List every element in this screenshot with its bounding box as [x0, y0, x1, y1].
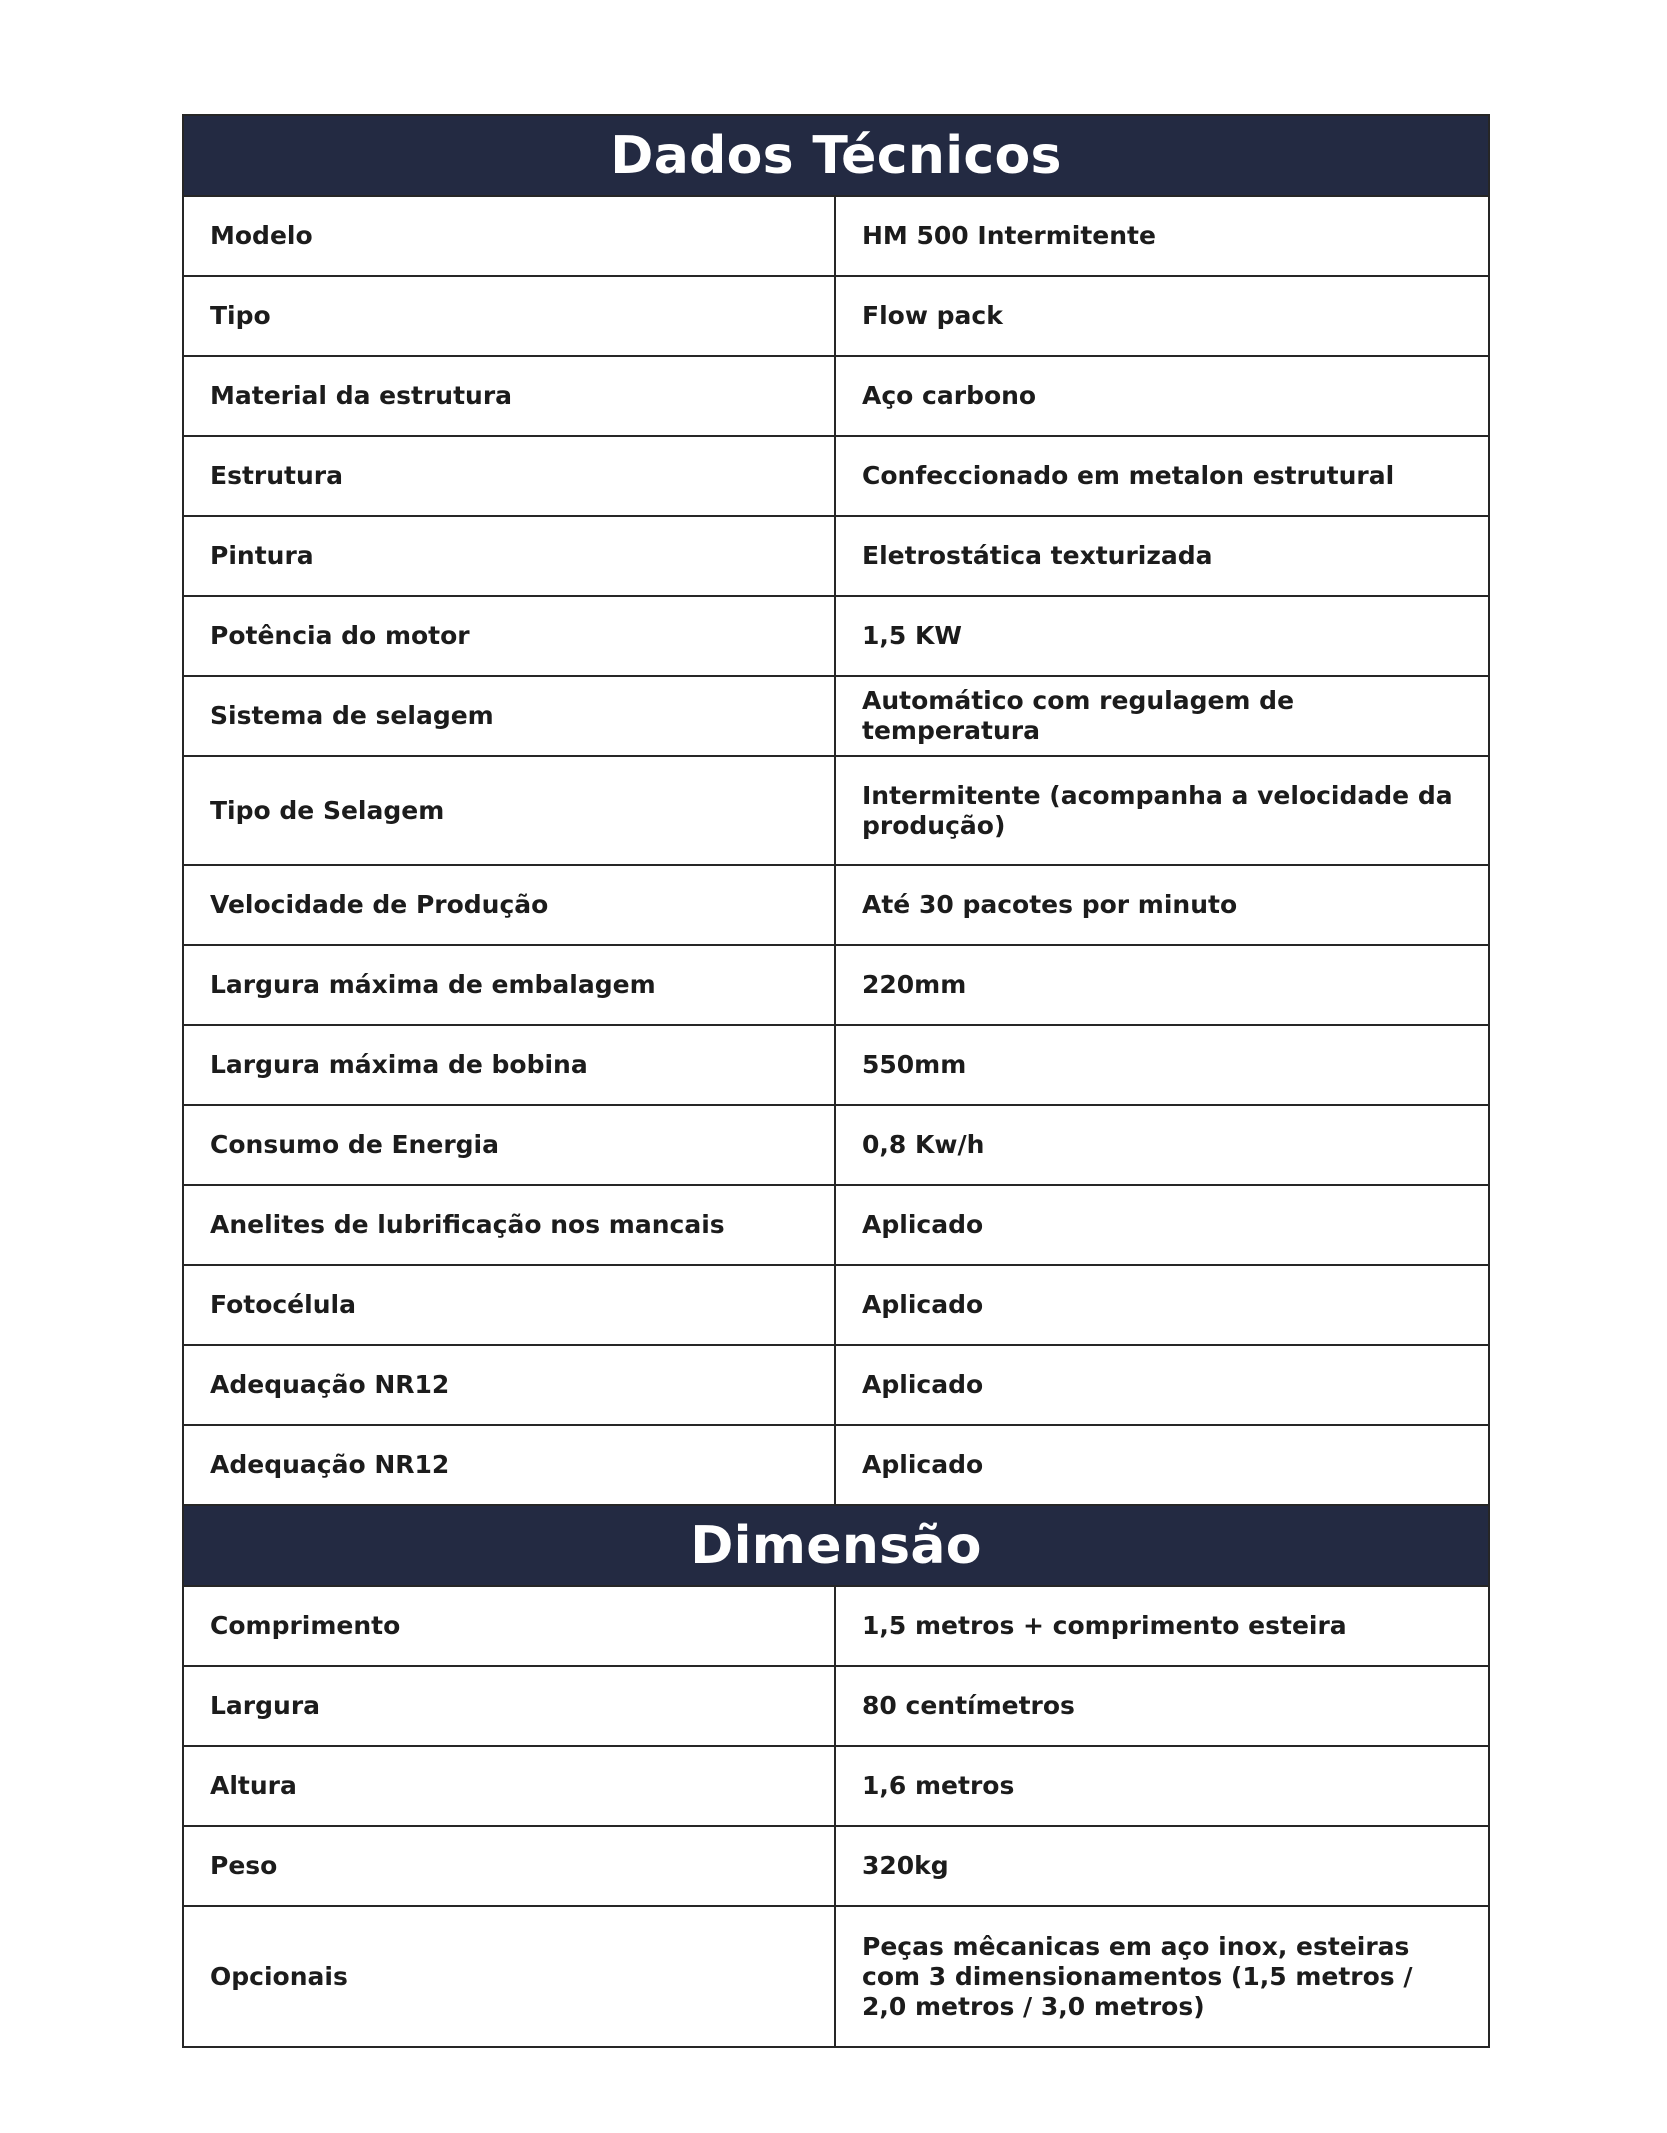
- table-row: [184, 1907, 1488, 2046]
- row-value: Eletrostática texturizada: [862, 541, 1213, 570]
- row-label: Velocidade de Produção: [184, 866, 836, 944]
- row-value: 220mm: [862, 970, 967, 999]
- row-value: 1,5 metros + comprimento esteira: [862, 1611, 1347, 1640]
- row-value: 1,5 KW: [862, 621, 962, 650]
- row-label: Comprimento: [184, 1587, 836, 1665]
- table-row: [184, 866, 1488, 946]
- row-value: Até 30 pacotes por minuto: [862, 890, 1238, 919]
- section-title-dados-tecnicos: Dados Técnicos: [184, 116, 1488, 197]
- row-value: Aplicado: [862, 1210, 984, 1239]
- technical-data-table: [182, 114, 1490, 2048]
- table-row: [184, 1186, 1488, 1266]
- row-label: Modelo: [184, 197, 836, 275]
- row-value: Aplicado: [862, 1450, 984, 1479]
- row-label: Material da estrutura: [184, 357, 836, 435]
- table-row: [184, 1827, 1488, 1907]
- table-row: [184, 277, 1488, 357]
- row-label: Largura máxima de embalagem: [184, 946, 836, 1024]
- table-row: [184, 1747, 1488, 1827]
- table-row: [184, 597, 1488, 677]
- row-value: Aço carbono: [862, 381, 1037, 410]
- row-value: Aplicado: [862, 1290, 984, 1319]
- table-row: [184, 517, 1488, 597]
- table-row: [184, 1026, 1488, 1106]
- row-label: Largura: [184, 1667, 836, 1745]
- row-label: Tipo: [184, 277, 836, 355]
- section-title-dimensao: Dimensão: [184, 1506, 1488, 1587]
- row-label: Pintura: [184, 517, 836, 595]
- row-value: Confeccionado em metalon estrutural: [862, 461, 1395, 490]
- table-row: [184, 197, 1488, 277]
- row-value: 320kg: [862, 1851, 949, 1880]
- table-row: [184, 1667, 1488, 1747]
- row-label: Potência do motor: [184, 597, 836, 675]
- row-label: Fotocélula: [184, 1266, 836, 1344]
- table-row: [184, 437, 1488, 517]
- row-value: HM 500 Intermitente: [862, 221, 1156, 250]
- row-label: Tipo de Selagem: [184, 757, 836, 864]
- row-value: Automático com regulagem de temperatura: [862, 686, 1295, 745]
- row-value: Flow pack: [862, 301, 1003, 330]
- table-row: [184, 677, 1488, 757]
- row-value: Aplicado: [862, 1370, 984, 1399]
- table-row: [184, 1346, 1488, 1426]
- table-row: [184, 1266, 1488, 1346]
- row-label: Opcionais: [184, 1907, 836, 2046]
- row-label: Sistema de selagem: [184, 677, 836, 755]
- row-label: Anelites de lubrificação nos mancais: [184, 1186, 836, 1264]
- row-label: Estrutura: [184, 437, 836, 515]
- row-label: Largura máxima de bobina: [184, 1026, 836, 1104]
- row-label: Adequação NR12: [184, 1346, 836, 1424]
- row-value: 0,8 Kw/h: [862, 1130, 985, 1159]
- table-row: [184, 1587, 1488, 1667]
- row-value: Peças mêcanicas em aço inox, esteiras com 3 dimensionamentos (1,5 metros / 2,0 metros / 3,0 metros): [862, 1931, 1413, 2021]
- row-value: Intermitente (acompanha a velocidade da produção): [862, 780, 1453, 840]
- row-value: 550mm: [862, 1050, 967, 1079]
- row-label: Altura: [184, 1747, 836, 1825]
- table-row: [184, 757, 1488, 866]
- table-row: [184, 1106, 1488, 1186]
- table-row: [184, 946, 1488, 1026]
- row-label: Consumo de Energia: [184, 1106, 836, 1184]
- row-label: Peso: [184, 1827, 836, 1905]
- table-row: [184, 357, 1488, 437]
- row-value: 80 centímetros: [862, 1691, 1075, 1720]
- table-row: [184, 1426, 1488, 1506]
- row-value: 1,6 metros: [862, 1771, 1015, 1800]
- row-label: Adequação NR12: [184, 1426, 836, 1504]
